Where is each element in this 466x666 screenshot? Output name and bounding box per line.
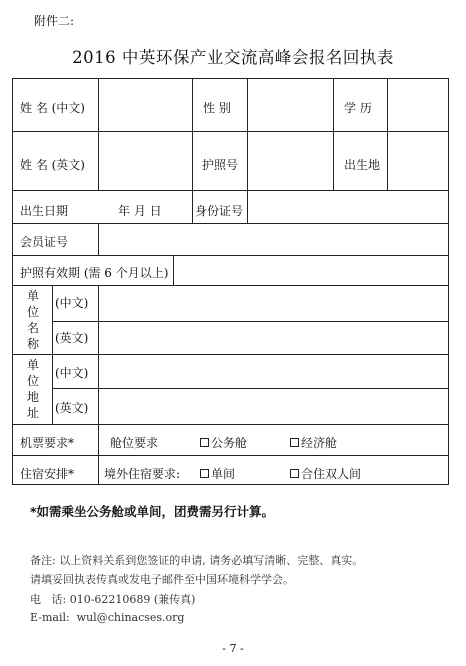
table-rule (333, 78, 334, 190)
double-room-label: 合住双人间 (301, 467, 362, 481)
table-rule (52, 285, 53, 424)
overseas-lodging-label: 境外住宿要求: (104, 467, 181, 481)
table-rule (12, 285, 448, 286)
page-title: 2016 中英环保产业交流高峰会报名回执表 (72, 48, 394, 67)
table-border-top (12, 78, 448, 79)
table-rule (98, 285, 99, 424)
table-rule (12, 190, 448, 191)
birthplace-label: 出生地 (344, 158, 381, 172)
table-rule (192, 78, 193, 190)
business-class-label: 公务舱 (211, 436, 248, 450)
email-line: E-mail: wul@chinacses.org (30, 611, 185, 624)
unit-name-label: 单位名称 (26, 289, 39, 351)
checkbox-icon (200, 469, 209, 478)
unit-name-en-label: (英文) (55, 331, 89, 345)
cabin-req-label: 舱位要求 (110, 436, 159, 450)
checkbox-icon (290, 438, 299, 447)
economy-class-option[interactable] (290, 434, 337, 451)
remark-line-1: 备注: 以上资料关系到您签证的申请, 请务必填写清晰、完整、真实。 (30, 554, 364, 567)
table-rule (247, 190, 248, 223)
birth-date-label: 出生日期 (20, 204, 69, 218)
table-rule (247, 78, 248, 190)
unit-address-cn-label: (中文) (55, 366, 89, 380)
table-rule (12, 223, 448, 224)
table-border-bottom (12, 484, 449, 485)
attachment-label: 附件二: (34, 14, 75, 28)
double-room-option[interactable] (290, 465, 361, 482)
passport-validity-label: 护照有效期 (需 6 个月以上) (20, 266, 169, 280)
phone-line: 电 话: 010-62210689 (兼传真) (30, 593, 196, 606)
gender-label: 性 别 (203, 101, 231, 115)
economy-class-label: 经济舱 (301, 436, 338, 450)
checkbox-icon (200, 438, 209, 447)
table-rule (12, 131, 448, 132)
single-room-label: 单间 (211, 467, 236, 481)
table-rule (98, 223, 99, 255)
lodging-label: 住宿安排* (20, 467, 75, 481)
unit-name-cn-label: (中文) (55, 296, 89, 310)
checkbox-icon (290, 469, 299, 478)
table-rule (52, 388, 448, 389)
passport-no-label: 护照号 (202, 158, 239, 172)
table-rule (12, 424, 448, 425)
unit-address-label: 单位地址 (26, 358, 39, 420)
name-cn-label: 姓 名 (中文) (20, 101, 85, 115)
table-rule (98, 78, 99, 190)
table-rule (52, 321, 448, 322)
table-rule (98, 424, 99, 485)
table-rule (173, 255, 174, 285)
table-rule (12, 255, 448, 256)
table-border-left (12, 78, 13, 485)
cost-note: *如需乘坐公务舱或单间，团费需另行计算。 (30, 504, 275, 519)
table-rule (12, 455, 448, 456)
business-class-option[interactable] (200, 434, 247, 451)
registration-form (12, 78, 448, 485)
single-room-option[interactable] (200, 465, 235, 482)
table-rule (12, 354, 448, 355)
unit-address-en-label: (英文) (55, 401, 89, 415)
birth-date-placeholder: 年 月 日 (118, 204, 162, 218)
name-en-label: 姓 名 (英文) (20, 158, 85, 172)
education-label: 学 历 (344, 101, 372, 115)
id-no-label: 身份证号 (195, 204, 244, 218)
member-no-label: 会员证号 (20, 235, 69, 249)
remark-line-2: 请填妥回执表传真或发电子邮件至中国环境科学学会。 (30, 573, 294, 586)
ticket-req-label: 机票要求* (20, 436, 75, 450)
table-border-right (448, 78, 449, 485)
table-rule (192, 190, 193, 223)
table-rule (387, 78, 388, 190)
page-number: - 7 - (222, 642, 244, 655)
